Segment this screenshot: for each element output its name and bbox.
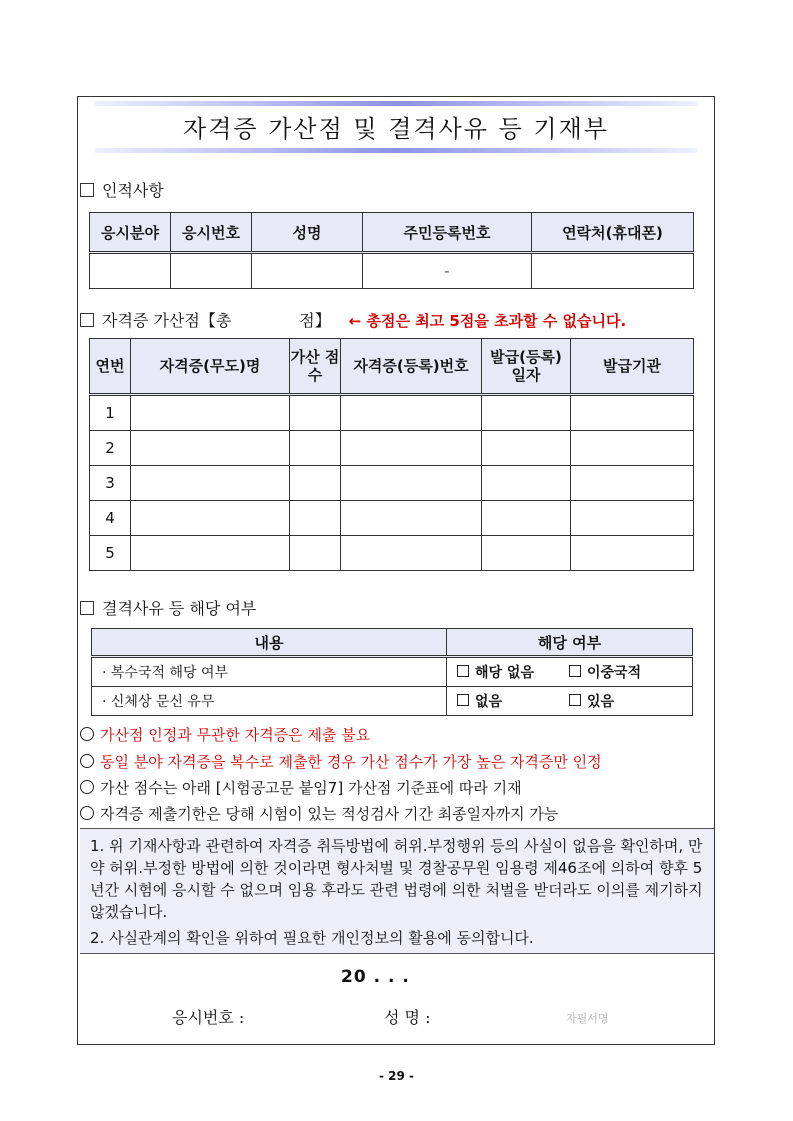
col-issue-date: 발급(등록) 일자 [482, 339, 571, 395]
disq-item: · 신체상 문신 유무 [92, 687, 447, 716]
table-row [92, 687, 693, 716]
cell-input[interactable] [341, 395, 482, 431]
cell-input[interactable] [571, 431, 694, 466]
table-row [90, 501, 694, 536]
circle-icon [80, 754, 94, 768]
page-title: 자격증 가산점 및 결격사유 등 기재부 [183, 115, 609, 143]
cell-input[interactable] [571, 466, 694, 501]
table-row [90, 395, 694, 431]
note-item: 동일 분야 자격증을 복수로 제출한 경우 가산 점수가 가장 높은 자격증만 인정 [80, 751, 602, 772]
cell-input[interactable] [482, 395, 571, 431]
col-no: 연번 [90, 339, 131, 395]
col-issuer: 발급기관 [571, 339, 694, 395]
row-number: 2 [90, 431, 131, 466]
checkbox-icon[interactable] [569, 694, 581, 706]
note-item: 가산 점수는 아래 [시험공고문 붙임7] 가산점 기준표에 따라 기재 [80, 777, 522, 798]
date-line[interactable]: 20 . . . [341, 967, 410, 987]
cell-input[interactable] [290, 431, 341, 466]
cell-input[interactable] [341, 501, 482, 536]
disq-options [447, 687, 693, 716]
col-resident-no: 주민등록번호 [363, 213, 532, 253]
disq-options [447, 657, 693, 687]
field-input[interactable] [90, 253, 171, 289]
disqualification-table [91, 628, 693, 716]
exam-no-input[interactable] [171, 253, 252, 289]
option-no[interactable]: 없음 [457, 691, 569, 711]
cell-input[interactable] [341, 466, 482, 501]
cell-input[interactable] [341, 431, 482, 466]
option-yes[interactable]: 있음 [569, 694, 614, 710]
cell-input[interactable] [290, 395, 341, 431]
table-row [92, 657, 693, 687]
col-field: 응시분야 [90, 213, 171, 253]
table-row [90, 431, 694, 466]
title-bar-top [95, 101, 697, 106]
cell-input[interactable] [482, 466, 571, 501]
col-content: 내용 [92, 629, 447, 657]
row-number: 5 [90, 536, 131, 571]
col-points: 가산 점수 [290, 339, 341, 395]
row-number: 4 [90, 501, 131, 536]
cell-input[interactable] [571, 536, 694, 571]
circle-icon [80, 727, 94, 741]
score-warning: ← 총점은 최고 5점을 초과할 수 없습니다. [348, 312, 627, 330]
cell-input[interactable] [571, 395, 694, 431]
option-dual[interactable]: 이중국적 [569, 665, 641, 681]
pledge-item-2: 2. 사실관계의 확인을 위하여 필요한 개인정보의 활용에 동의합니다. [90, 929, 534, 947]
note-item: 자격증 제출기한은 당해 시험이 있는 적성검사 기간 최종일자까지 가능 [80, 803, 558, 824]
checkbox-icon[interactable] [569, 665, 581, 677]
circle-icon [80, 780, 94, 794]
col-exam-no: 응시번호 [171, 213, 252, 253]
cert-table [89, 338, 694, 571]
cell-input[interactable] [290, 501, 341, 536]
checkbox-icon[interactable] [457, 694, 469, 706]
cell-input[interactable] [131, 466, 290, 501]
checkbox-icon[interactable] [457, 665, 469, 677]
cell-input[interactable] [131, 536, 290, 571]
row-number: 3 [90, 466, 131, 501]
square-icon [80, 183, 94, 197]
section-disq-heading: 결격사유 등 해당 여부 [80, 596, 256, 619]
pledge-box [80, 828, 714, 954]
table-row [90, 536, 694, 571]
cell-input[interactable] [131, 501, 290, 536]
cell-input[interactable] [571, 501, 694, 536]
personal-info-table [89, 212, 694, 289]
pledge-item-1: 1. 위 기재사항과 관련하여 자격증 취득방법에 허위.부정행위 등의 사실이 없음을 확인하며, 만약 허위.부정한 방법에 의한 것이라면 형사처벌 및 경찰공무원 임용령 제46조에 의하여 향후 5년간 시험에 응시할 수 없으며 임용 후라도 관련 법령에 의한 처벌을 받더라도 이의를 제기하지 않겠습니다. [90, 837, 703, 921]
col-phone: 연락처(휴대폰) [532, 213, 694, 253]
resident-no-input[interactable]: - [363, 253, 532, 289]
row-number: 1 [90, 395, 131, 431]
col-name: 성명 [252, 213, 363, 253]
section-personal-heading: 인적사항 [80, 178, 164, 201]
note-item: 가산점 인정과 무관한 자격증은 제출 불요 [80, 724, 370, 745]
circle-icon [80, 806, 94, 820]
square-icon [80, 601, 94, 615]
cell-input[interactable] [482, 431, 571, 466]
col-cert-name: 자격증(무도)명 [131, 339, 290, 395]
table-row [90, 466, 694, 501]
cell-input[interactable] [290, 536, 341, 571]
cell-input[interactable] [482, 536, 571, 571]
col-applicable: 해당 여부 [447, 629, 693, 657]
signature-hint[interactable]: 자필서명 [566, 1012, 609, 1025]
title-bar-bottom [95, 148, 697, 153]
exam-no-sign-label: 응시번호 : [172, 1008, 245, 1027]
name-input[interactable] [252, 253, 363, 289]
cell-input[interactable] [341, 536, 482, 571]
option-none[interactable]: 해당 없음 [457, 662, 569, 682]
cell-input[interactable] [131, 431, 290, 466]
phone-input[interactable] [532, 253, 694, 289]
col-cert-no: 자격증(등록)번호 [341, 339, 482, 395]
cell-input[interactable] [131, 395, 290, 431]
cell-input[interactable] [482, 501, 571, 536]
disq-item: · 복수국적 해당 여부 [92, 657, 447, 687]
name-sign-label: 성 명 : [384, 1008, 431, 1027]
section-cert-heading: 자격증 가산점【총 점】 ← 총점은 최고 5점을 초과할 수 없습니다. [80, 308, 626, 331]
square-icon [80, 313, 94, 327]
cell-input[interactable] [290, 466, 341, 501]
page-number: - 29 - [378, 1069, 414, 1083]
